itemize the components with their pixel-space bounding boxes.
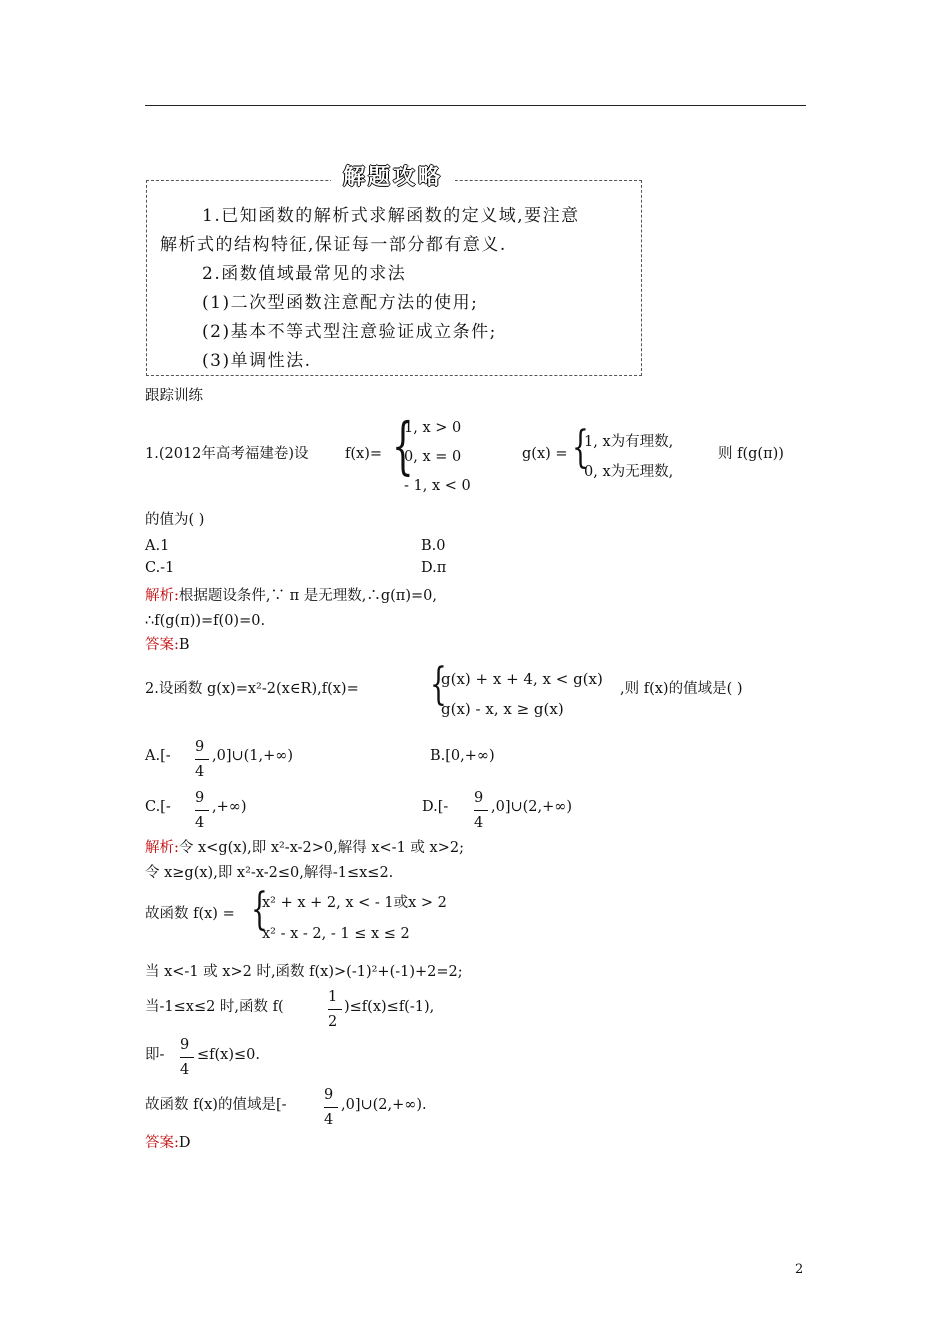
q2-solution-case-2: x² - x - 2, - 1 ≤ x ≤ 2	[262, 926, 410, 942]
q1-solution-label: 解析:	[145, 588, 179, 604]
q2-option-c-pre: C.[-	[145, 799, 171, 815]
tips-line-4: (1)二次型函数注意配方法的使用;	[202, 293, 479, 313]
q2-solution-line-2: 令 x≥g(x),即 x²-x-2≤0,解得-1≤x≤2.	[145, 865, 394, 881]
q2-case-2: g(x) - x, x ≥ g(x)	[441, 700, 564, 718]
frac-numerator: 9	[195, 739, 205, 755]
q1-answer: B	[178, 637, 190, 653]
q2-solution-line-4: 当 x<-1 或 x>2 时,函数 f(x)>(-1)²+(-1)+2=2;	[145, 964, 463, 980]
q2-solution-case-1: x² + x + 2, x < - 1或x > 2	[262, 895, 447, 911]
q2-solution-label: 解析:	[145, 840, 179, 856]
frac-bar	[324, 1107, 338, 1108]
q1-case-3: - 1, x < 0	[404, 478, 471, 494]
q1-prefix: 1.(2012年高考福建卷)设	[145, 446, 309, 462]
q1-suffix: 则 f(g(π))	[718, 446, 784, 462]
q1-solution-line-1: 根据题设条件,∵ π 是无理数,∴g(π)=0,	[178, 588, 437, 604]
frac-bar	[195, 810, 209, 811]
frac-numerator: 9	[474, 790, 484, 806]
q2-option-a-post: ,0]∪(1,+∞)	[212, 748, 294, 764]
frac-denominator: 4	[195, 764, 205, 780]
frac-denominator: 4	[180, 1062, 190, 1078]
frac-denominator: 4	[195, 815, 205, 831]
q1-option-a: A.1	[145, 538, 170, 554]
q2-option-d-post: ,0]∪(2,+∞)	[491, 799, 573, 815]
tips-title: 解题攻略	[331, 162, 455, 194]
q2-solution-line-6-pre: 即-	[145, 1047, 165, 1063]
tips-line-3: 2.函数值域最常见的求法	[202, 264, 407, 284]
frac-bar	[474, 810, 488, 811]
frac-denominator: 4	[324, 1112, 334, 1128]
q1-option-b: B.0	[421, 538, 446, 554]
frac-numerator: 1	[328, 989, 338, 1005]
q2-solution-line-6-post: ≤f(x)≤0.	[197, 1047, 260, 1063]
q1-f-label: f(x)=	[345, 446, 383, 462]
q1-f-brace: {	[392, 409, 414, 482]
q2-solution-brace: {	[251, 884, 268, 935]
q2-option-c-post: ,+∞)	[212, 799, 247, 815]
tips-line-6: (3)单调性法.	[202, 351, 312, 371]
q1-g-label: g(x) =	[522, 446, 568, 462]
q2-solution-line-5-post: )≤f(x)≤f(-1),	[344, 999, 435, 1015]
q2-solution-line-3-pre: 故函数 f(x) =	[145, 906, 235, 922]
q2-solution-line-1: 令 x<g(x),即 x²-x-2>0,解得 x<-1 或 x>2;	[178, 840, 464, 856]
q2-prefix: 2.设函数 g(x)=x²-2(x∈R),f(x)=	[145, 681, 359, 697]
q1-g-brace: {	[572, 422, 589, 473]
tips-line-1: 1.已知函数的解析式求解函数的定义域,要注意	[202, 206, 580, 226]
q2-answer-label: 答案:	[145, 1135, 179, 1151]
frac-numerator: 9	[180, 1037, 190, 1053]
frac-numerator: 9	[324, 1087, 334, 1103]
q1-g-case-2: 0, x为无理数,	[584, 464, 674, 480]
q2-brace: {	[430, 659, 447, 710]
page-number: 2	[795, 1262, 804, 1277]
header-rule	[145, 105, 806, 106]
q2-option-d-pre: D.[-	[422, 799, 449, 815]
section-title: 跟踪训练	[145, 388, 203, 404]
q1-g-case-1: 1, x为有理数,	[584, 434, 674, 450]
q1-answer-label: 答案:	[145, 637, 179, 653]
frac-bar	[328, 1009, 342, 1010]
q2-solution-line-5-pre: 当-1≤x≤2 时,函数 f(	[145, 999, 284, 1015]
frac-denominator: 2	[328, 1014, 338, 1030]
frac-bar	[180, 1057, 194, 1058]
q1-continuation: 的值为( )	[145, 512, 205, 528]
q2-solution-line-7-post: ,0]∪(2,+∞).	[341, 1097, 427, 1113]
q2-suffix: ,则 f(x)的值域是( )	[620, 681, 743, 697]
q2-case-1: g(x) + x + 4, x < g(x)	[441, 670, 603, 688]
frac-bar	[195, 759, 209, 760]
q1-case-1: 1, x > 0	[404, 420, 462, 436]
q1-solution-line-2: ∴f(g(π))=f(0)=0.	[145, 613, 266, 629]
q2-answer: D	[178, 1135, 191, 1151]
frac-denominator: 4	[474, 815, 484, 831]
q2-option-b: B.[0,+∞)	[430, 748, 495, 764]
q1-option-d: D.π	[421, 560, 447, 576]
tips-line-5: (2)基本不等式型注意验证成立条件;	[202, 322, 497, 342]
tips-line-2: 解析式的结构特征,保证每一部分都有意义.	[160, 235, 507, 255]
q1-case-2: 0, x = 0	[404, 449, 462, 465]
frac-numerator: 9	[195, 790, 205, 806]
q2-option-a-pre: A.[-	[145, 748, 171, 764]
q2-solution-line-7-pre: 故函数 f(x)的值域是[-	[145, 1097, 287, 1113]
q1-option-c: C.-1	[145, 560, 175, 576]
